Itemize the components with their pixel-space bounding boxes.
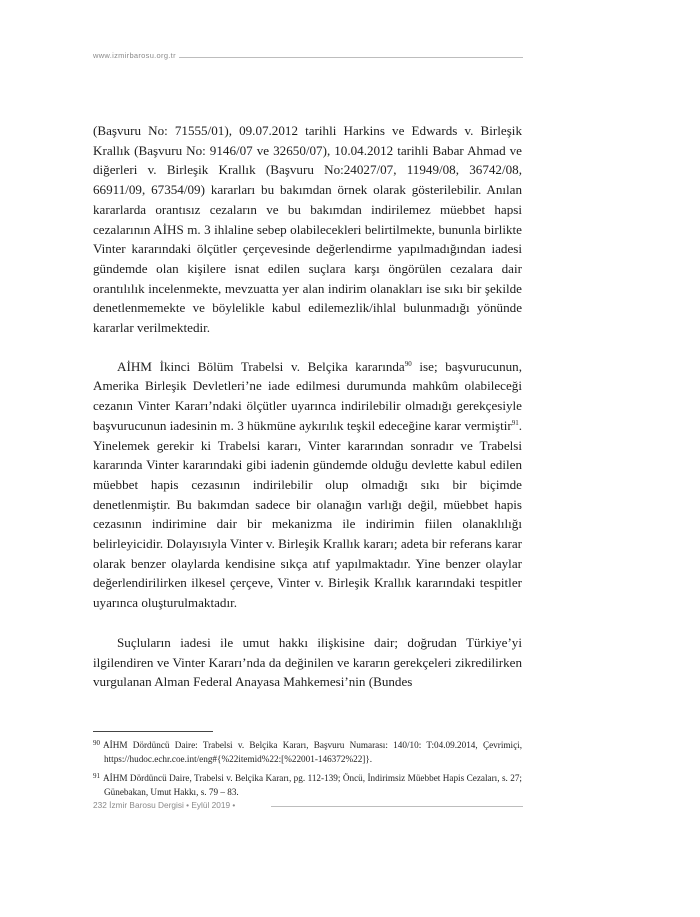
footnotes [93, 739, 522, 805]
header-url: www.izmirbarosu.org.tr [93, 51, 176, 60]
footnote-ref-91[interactable]: 91 [511, 418, 519, 427]
body-text [93, 121, 522, 692]
footnote-number: 91 [93, 772, 100, 781]
footnote-text: AİHM Dördüncü Daire: Trabelsi v. Belçika Kararı, Başvuru Numarası: 140/10: T:04.09.2014, Çevrimiçi, https://hudoc.echr.coe.int/eng#{%22itemid%22:[%22001-146372%22]}. [103, 740, 522, 764]
paragraph-2-part-c: . Yinelemek gerekir ki Trabelsi kararı, Vinter kararından sonradır ve Trabelsi kararında Vinter kararındaki gibi iadenin gündemde olduğu devlette kabul edilen müebbet hapis cezasının indirilebilir olup olmadığı sıkı bir biçimde denetlenmiştir. Bu bakımdan sadece bir olanağın varlığı değil, müebbet hapis cezasının indirimine dair bir mekanizma ile indirimin fiilen olanaklılığı belirleyicidir. Dolayısıyla Vinter v. Birleşik Krallık kararı; adeta bir referans karar olarak benzer olaylarda kendisine sıkça atıf yapılmaktadır. Yine benzer olaylar değerlendirilirken ilkesel çerçeve, Vinter v. Birleşik Krallık kararındaki tespitler uyarınca oluşturulmaktadır. [93, 417, 522, 611]
paragraph-2-part-a: AİHM İkinci Bölüm Trabelsi v. Belçika kararında [117, 358, 405, 374]
paragraph-2-part-b: ise; başvurucunun, Amerika Birleşik Devletleri’ne iade edilmesi durumunda mahkûm olabileceği cezanın Vinter Kararı’ndaki ölçütler uyarınca indirilebilir olmadığı gerekçesiyle başvurucunun iadesinin m. 3 hükmüne aykırılık teşkil edeceğine karar vermiştir [93, 358, 522, 433]
page-footer [93, 800, 523, 812]
footnote-text: AİHM Dördüncü Daire, Trabelsi v. Belçika Kararı, pg. 112-139; Öncü, İndirimsiz Müebbet Hapis Cezaları, s. 27; Günebakan, Umut Hakkı, s. 79 – 83. [103, 773, 522, 797]
paragraph-1: (Başvuru No: 71555/01), 09.07.2012 tarihli Harkins ve Edwards v. Birleşik Krallık (Başvuru No: 9146/07 ve 32650/07), 10.04.2012 tarihli Babar Ahmad ve diğerleri v. Birleşik Krallık (Başvuru No:24027/07, 11949/08, 36742/08, 66911/09, 67354/09) kararları bu bakımdan örnek olarak gösterilebilir. Anılan kararlarda orantısız cezaların ve bu bakımdan indirilemez müebbet hapsi cezalarının AİHS m. 3 ihlaline sebep olabilecekleri belirtilmekte, bununla birlikte Vinter kararındaki ölçütler çerçevesinde değerlendirme yapılmadığından iadesi gündemde olan kişilere isnat edilen suçlara karşı öngörülen cezalara dair orantılılık incelenmekte, mevzuatta yer alan indirim olanakları ise sıkı bir şekilde denetlenmemekte ve böylelikle kabul edilemezlik/ihlal bulunmadığı yönünde kararlar verilmektedir. [93, 123, 522, 336]
footer-rule [271, 806, 523, 807]
footnote-91 [93, 772, 522, 799]
page-header [93, 51, 523, 63]
paragraph-2 [93, 357, 522, 613]
footer-text: 232 İzmir Barosu Dergisi • Eylül 2019 • [93, 800, 236, 810]
footnote-ref-90[interactable]: 90 [404, 359, 412, 368]
footnote-separator [93, 731, 213, 732]
footnote-90 [93, 739, 522, 766]
paragraph-3: Suçluların iadesi ile umut hakkı ilişkisine dair; doğrudan Türkiye’yi ilgilendiren ve Vinter Kararı’nda da değinilen ve kararın gerekçeleri zikredilirken vurgulanan Alman Federal Anayasa Mahkemesi’nin (Bundes [93, 634, 522, 690]
footnote-number: 90 [93, 739, 100, 747]
header-rule [179, 57, 523, 58]
